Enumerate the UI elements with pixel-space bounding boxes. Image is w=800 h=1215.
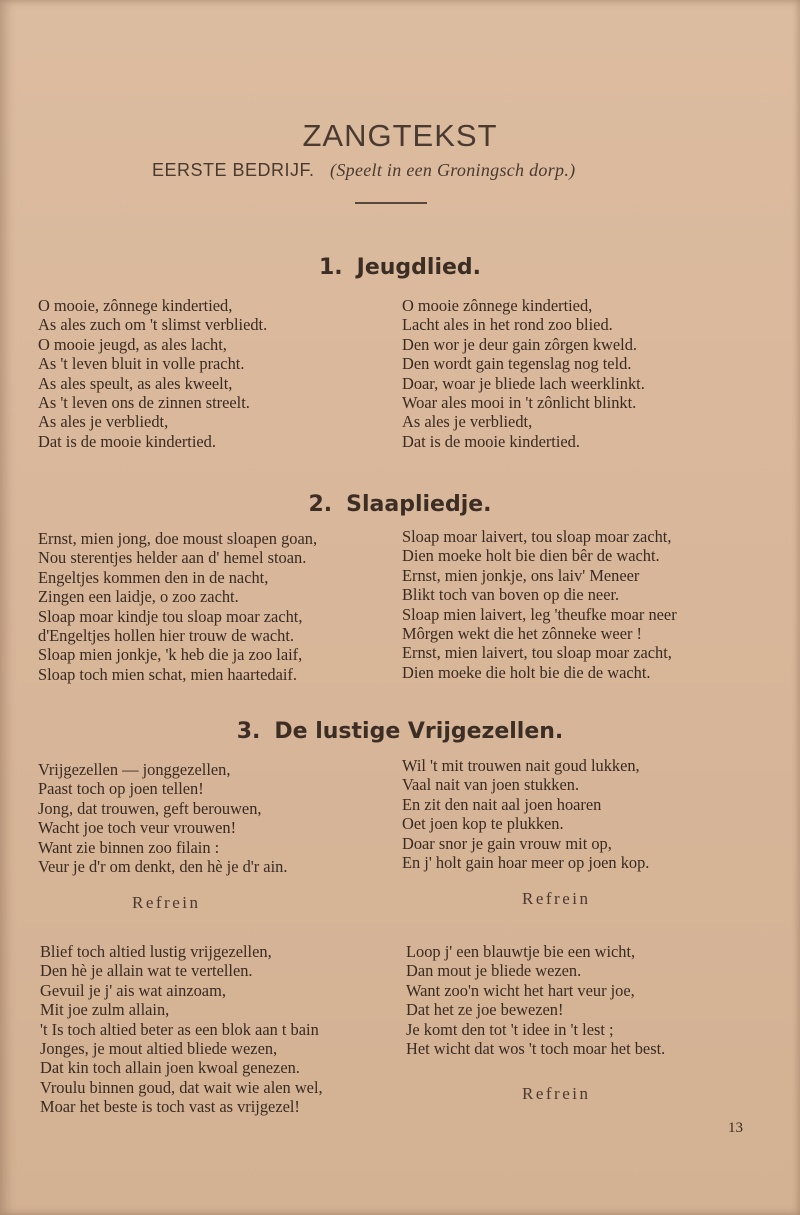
verse-line: Engeltjes kommen den in de nacht, bbox=[38, 567, 269, 587]
verse-line: Nou sterentjes helder aan d' hemel stoan. bbox=[38, 548, 307, 568]
verse-line: Sloap moar laivert, tou sloap moar zacht, bbox=[402, 527, 672, 546]
verse-line: Ernst, mien jonkje, ons laiv' Meneer bbox=[402, 565, 640, 585]
act-setting: (Speelt in een Groningsch dorp.) bbox=[330, 160, 576, 180]
verse-line: Den hè je allain wat te vertellen. bbox=[40, 961, 253, 981]
song-2-title: Slaapliedje. bbox=[346, 492, 492, 517]
verse-line: Den wor je deur gain zôrgen kweld. bbox=[402, 334, 638, 354]
verse-line: Sloap mien jonkje, 'k heb die ja zoo laif, bbox=[38, 645, 303, 665]
verse-line: Wacht joe toch veur vrouwen! bbox=[38, 818, 237, 838]
verse-line: Blief toch altied lustig vrijgezellen, bbox=[40, 942, 272, 961]
refrain-label-end: Refrein bbox=[522, 1084, 591, 1103]
verse-line: As ales speult, as ales kweelt, bbox=[38, 373, 233, 393]
verse-line: Wil 't mit trouwen nait goud lukken, bbox=[402, 756, 640, 775]
song-1-title: Jeugdlied. bbox=[356, 255, 482, 280]
song-3-left-verse bbox=[38, 760, 287, 876]
verse-line: Den wordt gain tegenslag nog teld. bbox=[402, 354, 632, 374]
verse-line: Vrijgezellen — jonggezellen, bbox=[38, 760, 231, 779]
verse-line: As 't leven bluit in volle pracht. bbox=[38, 354, 245, 374]
verse-line: Loop j' een blauwtje bie een wicht, bbox=[406, 942, 636, 961]
verse-line: Doar, woar je bliede lach weerklinkt. bbox=[402, 373, 645, 393]
verse-line: Je komt den tot 't idee in 't lest ; bbox=[406, 1019, 614, 1039]
song-3-heading bbox=[0, 719, 800, 744]
verse-line: Het wicht dat wos 't toch moar het best. bbox=[406, 1038, 666, 1058]
verse-line: d'Engeltjes hollen hier trouw de wacht. bbox=[38, 625, 295, 645]
verse-line: Want zie binnen zoo filain : bbox=[38, 837, 220, 857]
verse-line: Want zoo'n wicht het hart veur joe, bbox=[406, 980, 635, 1000]
verse-line: Dien moeke holt bie dien bêr de wacht. bbox=[402, 546, 660, 566]
song-1-heading bbox=[0, 255, 800, 280]
verse-line: Ernst, mien laivert, tou sloap moar zacht, bbox=[402, 643, 672, 663]
verse-line: Jonges, je mout altied bliede wezen, bbox=[40, 1038, 278, 1058]
song-2-right-verse bbox=[402, 527, 677, 682]
verse-line: Dat is de mooie kindertied. bbox=[402, 431, 580, 451]
song-1-number: 1. bbox=[318, 255, 343, 280]
page-title: ZANGTEKST bbox=[302, 118, 498, 153]
verse-line: Blikt toch van boven op die neer. bbox=[402, 585, 620, 605]
title-divider bbox=[355, 202, 427, 204]
verse-line: Doar snor je gain vrouw mit op, bbox=[402, 833, 612, 853]
verse-line: Paast toch op joen tellen! bbox=[38, 779, 204, 799]
verse-line: Sloap mien laivert, leg 'theufke moar neer bbox=[402, 604, 677, 624]
song-3-number: 3. bbox=[236, 719, 261, 744]
verse-line: Vroulu binnen goud, dat wait wie alen wel, bbox=[40, 1077, 323, 1097]
refrain-label-left: Refrein bbox=[132, 893, 201, 912]
verse-line: Mit joe zulm allain, bbox=[40, 1000, 170, 1020]
verse-line: As 't leven ons de zinnen streelt. bbox=[38, 392, 250, 412]
verse-line: O mooie jeugd, as ales lacht, bbox=[38, 334, 227, 354]
verse-line: As ales je verbliedt, bbox=[402, 412, 533, 432]
refrain-left-verse bbox=[40, 942, 323, 1117]
verse-line: O mooie, zônnege kindertied, bbox=[38, 296, 233, 315]
verse-line: 't Is toch altied beter as een blok aan t bain bbox=[40, 1019, 319, 1039]
verse-line: O mooie zônnege kindertied, bbox=[402, 296, 593, 315]
verse-line: Woar ales mooi in 't zônlicht blinkt. bbox=[402, 392, 637, 412]
verse-line: Vaal nait van joen stukken. bbox=[402, 775, 580, 795]
act-subtitle bbox=[152, 160, 575, 181]
verse-line: En j' holt gain hoar meer op joen kop. bbox=[402, 852, 650, 872]
verse-line: Veur je d'r om denkt, den hè je d'r ain. bbox=[38, 856, 288, 876]
refrain-right-verse bbox=[406, 942, 665, 1058]
song-1-left-verse bbox=[38, 296, 267, 451]
verse-line: Sloap moar kindje tou sloap moar zacht, bbox=[38, 606, 303, 626]
verse-line: Sloap toch mien schat, mien haartedaif. bbox=[38, 664, 297, 684]
verse-line: Dat het ze joe bewezen! bbox=[406, 1000, 564, 1020]
verse-line: Zingen een laidje, o zoo zacht. bbox=[38, 587, 239, 607]
verse-line: Dat kin toch allain joen kwoal genezen. bbox=[40, 1058, 300, 1078]
song-2-left-verse bbox=[38, 529, 317, 684]
song-1-right-verse bbox=[402, 296, 645, 451]
verse-line: Dien moeke die holt bie die de wacht. bbox=[402, 662, 651, 682]
verse-line: As ales zuch om 't slimst verbliedt. bbox=[38, 315, 268, 335]
page-number: 13 bbox=[728, 1120, 743, 1136]
verse-line: Lacht ales in het rond zoo blied. bbox=[402, 315, 613, 335]
song-2-number: 2. bbox=[308, 492, 333, 517]
refrain-label-right: Refrein bbox=[522, 889, 591, 908]
verse-line: Gevuil je j' ais wat ainzoam, bbox=[40, 980, 226, 1000]
verse-line: Oet joen kop te plukken. bbox=[402, 814, 564, 834]
verse-line: As ales je verbliedt, bbox=[38, 412, 169, 432]
song-2-heading bbox=[0, 492, 800, 517]
song-3-title: De lustige Vrijgezellen. bbox=[274, 719, 564, 744]
verse-line: Ernst, mien jong, doe moust sloapen goan, bbox=[38, 529, 318, 548]
verse-line: Dat is de mooie kindertied. bbox=[38, 431, 216, 451]
verse-line: Dan mout je bliede wezen. bbox=[406, 961, 582, 981]
act-label: EERSTE BEDRIJF. bbox=[152, 160, 315, 180]
verse-line: Môrgen wekt die het zônneke weer ! bbox=[402, 623, 643, 643]
song-3-right-verse bbox=[402, 756, 649, 872]
verse-line: Moar het beste is toch vast as vrijgezel! bbox=[40, 1097, 300, 1117]
verse-line: Jong, dat trouwen, geft berouwen, bbox=[38, 798, 262, 818]
verse-line: En zit den nait aal joen hoaren bbox=[402, 794, 602, 814]
